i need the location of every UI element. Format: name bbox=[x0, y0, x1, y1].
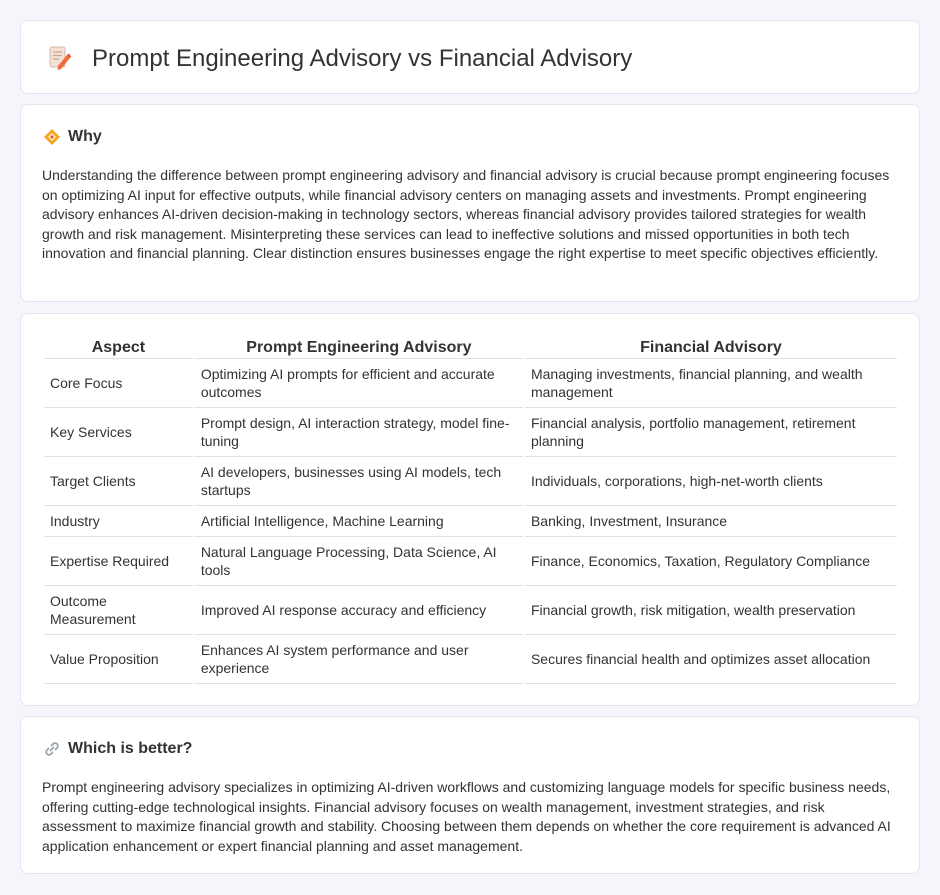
financial-cell: Individuals, corporations, high-net-worth clients bbox=[525, 457, 897, 506]
table-row bbox=[44, 457, 897, 506]
table-row bbox=[44, 635, 897, 684]
financial-cell: Banking, Investment, Insurance bbox=[525, 506, 897, 537]
comparison-table bbox=[42, 334, 899, 684]
financial-cell: Finance, Economics, Taxation, Regulatory Compliance bbox=[525, 537, 897, 586]
financial-cell: Managing investments, financial planning, and wealth management bbox=[525, 359, 897, 408]
header-prompt-engineering: Prompt Engineering Advisory bbox=[195, 334, 523, 359]
financial-cell: Secures financial health and optimizes asset allocation bbox=[525, 635, 897, 684]
aspect-cell: Industry bbox=[44, 506, 193, 537]
aspect-cell: Target Clients bbox=[44, 457, 193, 506]
aspect-cell: Outcome Measurement bbox=[44, 586, 193, 635]
table-header-row bbox=[44, 334, 897, 359]
document-pencil-icon bbox=[47, 45, 71, 71]
better-heading-row bbox=[43, 739, 192, 759]
financial-cell: Financial analysis, portfolio management, retirement planning bbox=[525, 408, 897, 457]
link-icon bbox=[43, 740, 61, 758]
page-title: Prompt Engineering Advisory vs Financial Advisory bbox=[92, 45, 633, 72]
header-aspect: Aspect bbox=[44, 334, 193, 359]
header-financial: Financial Advisory bbox=[525, 334, 897, 359]
why-heading-row bbox=[43, 127, 102, 147]
why-section bbox=[20, 104, 920, 302]
aspect-cell: Key Services bbox=[44, 408, 193, 457]
why-text: Understanding the difference between prompt engineering advisory and financial advisory is crucial because prompt engineering focuses on optimizing AI input for effective outputs, while financial advisory centers on managing assets and investments. Prompt engineering advisory enhances AI-driven decision-making in technology sectors, whereas financial advisory provides tailored strategies for wealth growth and risk management. Misinterpreting these services can lead to ineffective solutions and missed opportunities in both tech innovation and financial planning. Clear distinction ensures businesses engage the right expertise to meet specific objectives efficiently. bbox=[42, 167, 890, 261]
prompt-cell: Prompt design, AI interaction strategy, model fine-tuning bbox=[195, 408, 523, 457]
why-heading: Why bbox=[68, 128, 102, 145]
table-row bbox=[44, 586, 897, 635]
comparison-table-card bbox=[20, 313, 920, 706]
better-text: Prompt engineering advisory specializes in optimizing AI-driven workflows and customizing language models for specific business needs, offering cutting-edge technological insights. Financial advisory focuses on wealth management, investment strategies, and risk assessment to maximize financial growth and stability. Choosing between them depends on whether the core requirement is advanced AI application enhancement or expert financial planning and asset management. bbox=[42, 779, 891, 854]
prompt-cell: Enhances AI system performance and user experience bbox=[195, 635, 523, 684]
prompt-cell: Artificial Intelligence, Machine Learning bbox=[195, 506, 523, 537]
prompt-cell: Natural Language Processing, Data Science, AI tools bbox=[195, 537, 523, 586]
sparkle-diamond-icon bbox=[43, 128, 61, 146]
table-row bbox=[44, 537, 897, 586]
aspect-cell: Expertise Required bbox=[44, 537, 193, 586]
financial-cell: Financial growth, risk mitigation, wealth preservation bbox=[525, 586, 897, 635]
table-row bbox=[44, 408, 897, 457]
better-heading: Which is better? bbox=[68, 740, 193, 757]
prompt-cell: AI developers, businesses using AI models, tech startups bbox=[195, 457, 523, 506]
header-card bbox=[20, 20, 920, 94]
table-row bbox=[44, 506, 897, 537]
aspect-cell: Value Proposition bbox=[44, 635, 193, 684]
aspect-cell: Core Focus bbox=[44, 359, 193, 408]
prompt-cell: Improved AI response accuracy and efficiency bbox=[195, 586, 523, 635]
table-row bbox=[44, 359, 897, 408]
prompt-cell: Optimizing AI prompts for efficient and accurate outcomes bbox=[195, 359, 523, 408]
which-is-better-section bbox=[20, 716, 920, 874]
